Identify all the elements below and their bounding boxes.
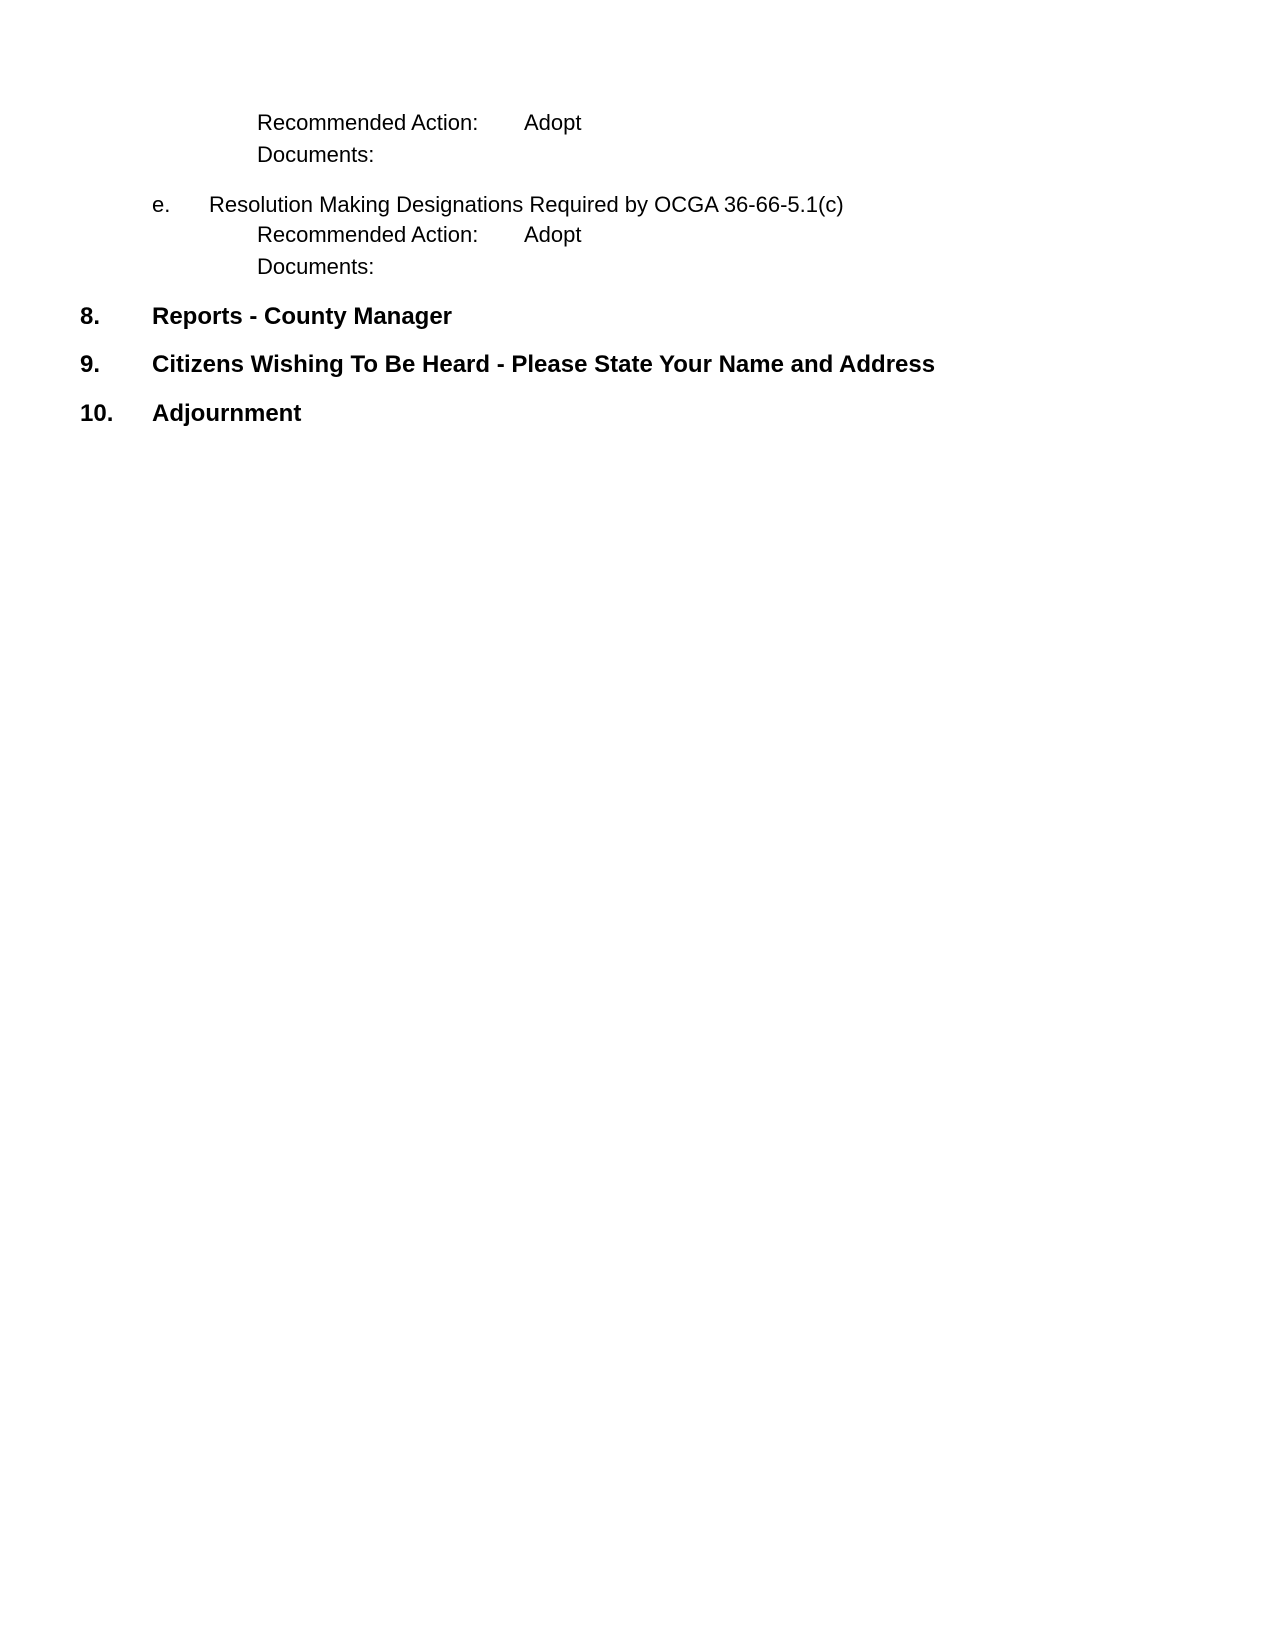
section-number: 10.: [80, 400, 114, 427]
documents-label: Documents:: [257, 142, 375, 167]
item-e-letter: e.: [152, 192, 171, 217]
section-title-reports: Reports - County Manager: [152, 303, 453, 330]
recommended-action-value: Adopt: [524, 222, 582, 247]
recommended-action-label: Recommended Action:: [257, 222, 479, 247]
section-number: 8.: [80, 303, 101, 330]
section-number: 9.: [80, 351, 101, 378]
section-title-adjournment: Adjournment: [152, 400, 302, 427]
documents-label: Documents:: [257, 254, 375, 279]
section-title-citizens: Citizens Wishing To Be Heard - Please State Your Name and Address: [152, 351, 936, 378]
recommended-action-value: Adopt: [524, 110, 582, 135]
recommended-action-label: Recommended Action:: [257, 110, 479, 135]
item-e-title: Resolution Making Designations Required by OCGA 36-66-5.1(c): [209, 192, 844, 217]
